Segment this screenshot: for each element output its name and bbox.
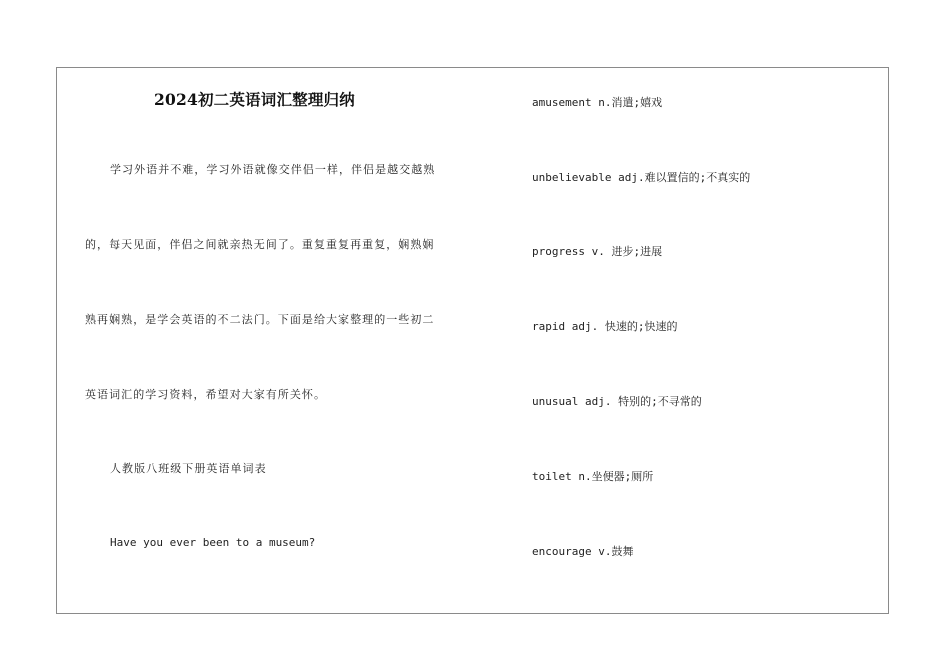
vocab-item-toilet: toilet n.坐便器;厕所 xyxy=(532,470,654,483)
page-frame xyxy=(56,67,889,614)
vocab-item-amusement: amusement n.消遣;嬉戏 xyxy=(532,96,663,109)
intro-line-1: 学习外语并不难，学习外语就像交伴侣一样，伴侣是越交越熟 xyxy=(110,163,436,176)
vocab-item-encourage: encourage v.鼓舞 xyxy=(532,545,634,558)
document-title: 2024初二英语词汇整理归纳 xyxy=(154,90,355,109)
unit-title: Have you ever been to a museum? xyxy=(110,536,316,549)
vocab-item-unbelievable: unbelievable adj.难以置信的;不真实的 xyxy=(532,171,751,184)
vocab-item-unusual: unusual adj. 特别的;不寻常的 xyxy=(532,395,702,408)
section-heading: 人教版八班级下册英语单词表 xyxy=(110,462,267,475)
intro-line-3: 熟再娴熟，是学会英语的不二法门。下面是给大家整理的一些初二 xyxy=(85,313,435,326)
vocab-item-rapid: rapid adj. 快速的;快速的 xyxy=(532,320,678,333)
intro-line-4: 英语词汇的学习资料，希望对大家有所关怀。 xyxy=(85,388,326,401)
vocab-item-progress: progress v. 进步;进展 xyxy=(532,245,663,258)
intro-line-2: 的，每天见面，伴侣之间就亲热无间了。重复重复再重复，娴熟娴 xyxy=(85,238,435,251)
